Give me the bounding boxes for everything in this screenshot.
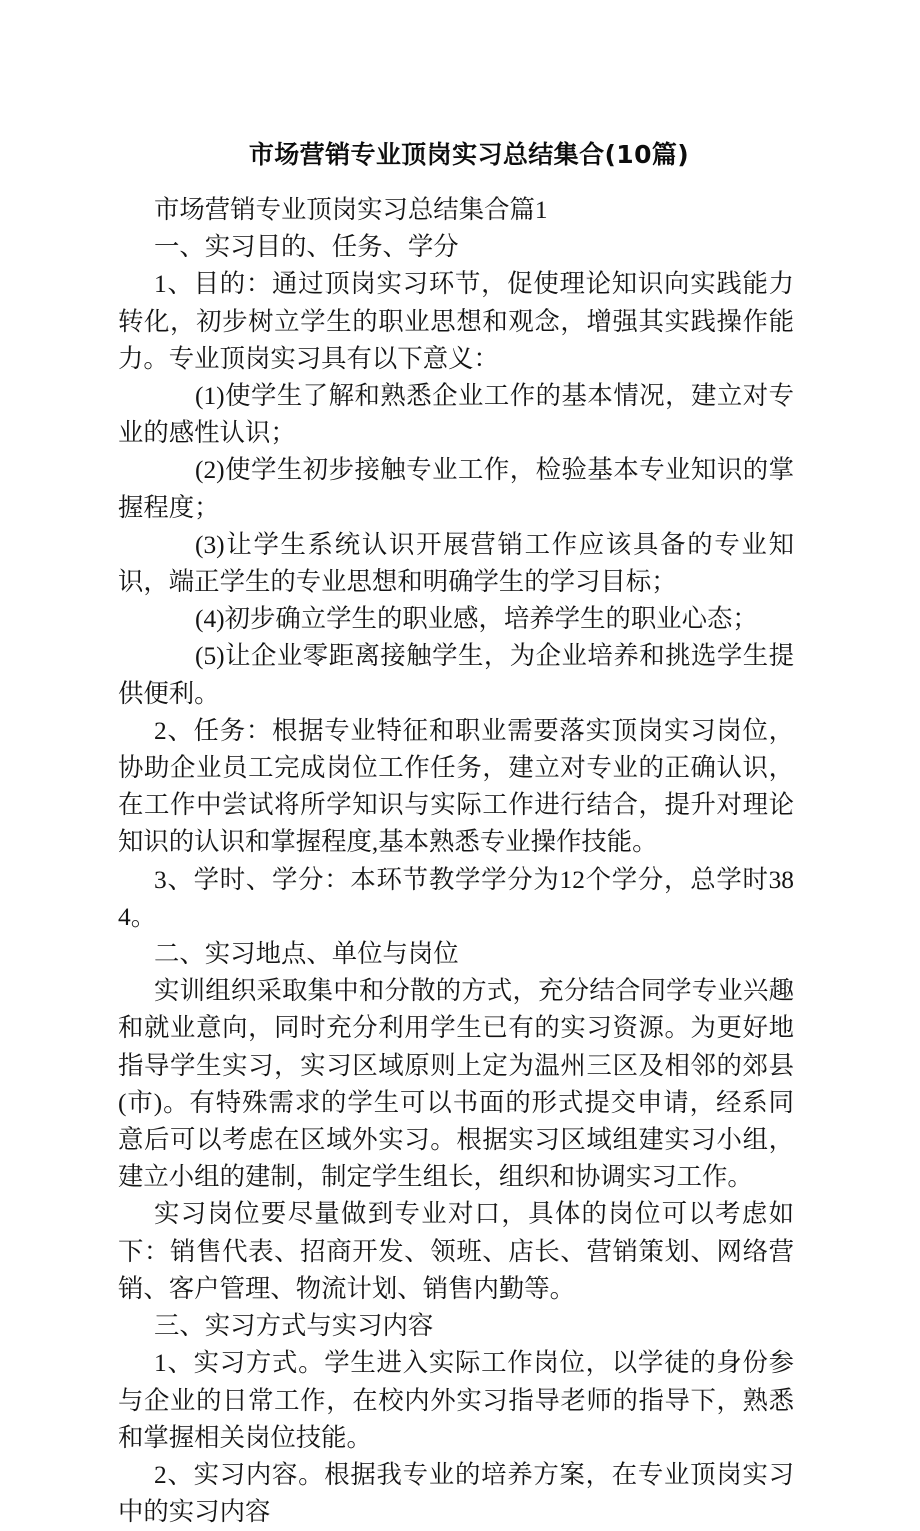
list-item: (1)使学生了解和熟悉企业工作的基本情况，建立对专业的感性认识；: [118, 382, 794, 448]
section-heading-2: 二、实习地点、单位与岗位: [154, 940, 459, 969]
paragraph: 1、实习方式。学生进入实际工作岗位，以学徒的身份参与企业的日常工作，在校内外实习指导老师的指导下，熟悉和掌握相关岗位技能。: [118, 1349, 794, 1452]
paragraph: 市场营销专业顶岗实习总结集合篇1: [154, 196, 548, 224]
page-title: 市场营销专业顶岗实习总结集合(10篇): [248, 139, 690, 169]
section-heading-1: 一、实习目的、任务、学分: [154, 233, 459, 262]
section-heading-3: 三、实习方式与实习内容: [154, 1312, 434, 1341]
list-item: (4)初步确立学生的职业感，培养学生的职业心态；: [195, 605, 758, 634]
document-body: [118, 192, 794, 1531]
list-item: (5)让企业零距离接触学生，为企业培养和挑选学生提供便利。: [118, 642, 794, 708]
list-item: (3)让学生系统认识开展营销工作应该具备的专业知识，端正学生的专业思想和明确学生的学习目标；: [118, 530, 794, 597]
paragraph: 2、任务：根据专业特征和职业需要落实顶岗实习岗位，协助企业员工完成岗位工作任务，建立对专业的正确认识，在工作中尝试将所学知识与实际工作进行结合，提升对理论知识的认识和掌握程度,基本熟悉专业操作技能。: [118, 716, 794, 857]
paragraph: 实训组织采取集中和分散的方式，充分结合同学专业兴趣和就业意向，同时充分利用学生已有的实习资源。为更好地指导学生实习，实习区域原则上定为温州三区及相邻的郊县(市)。有特殊需求的学生可以书面的形式提交申请，经系同意后可以考虑在区域外实习。根据实习区域组建实习小组，建立小组的建制，制定学生组长，组织和协调实习工作。: [118, 977, 794, 1192]
paragraph: 实习岗位要尽量做到专业对口，具体的岗位可以考虑如下：销售代表、招商开发、领班、店长、营销策划、网络营销、客户管理、物流计划、销售内勤等。: [118, 1200, 794, 1303]
paragraph: 2、实习内容。根据我专业的培养方案，在专业顶岗实习中的实习内容: [118, 1460, 794, 1527]
paragraph: 1、目的：通过顶岗实习环节，促使理论知识向实践能力转化，初步树立学生的职业思想和观念，增强其实践操作能力。专业顶岗实习具有以下意义：: [118, 270, 794, 373]
paragraph: 3、学时、学分：本环节教学学分为12个学分，总学时384。: [118, 865, 794, 931]
list-item: (2)使学生初步接触专业工作，检验基本专业知识的掌握程度；: [118, 456, 794, 522]
